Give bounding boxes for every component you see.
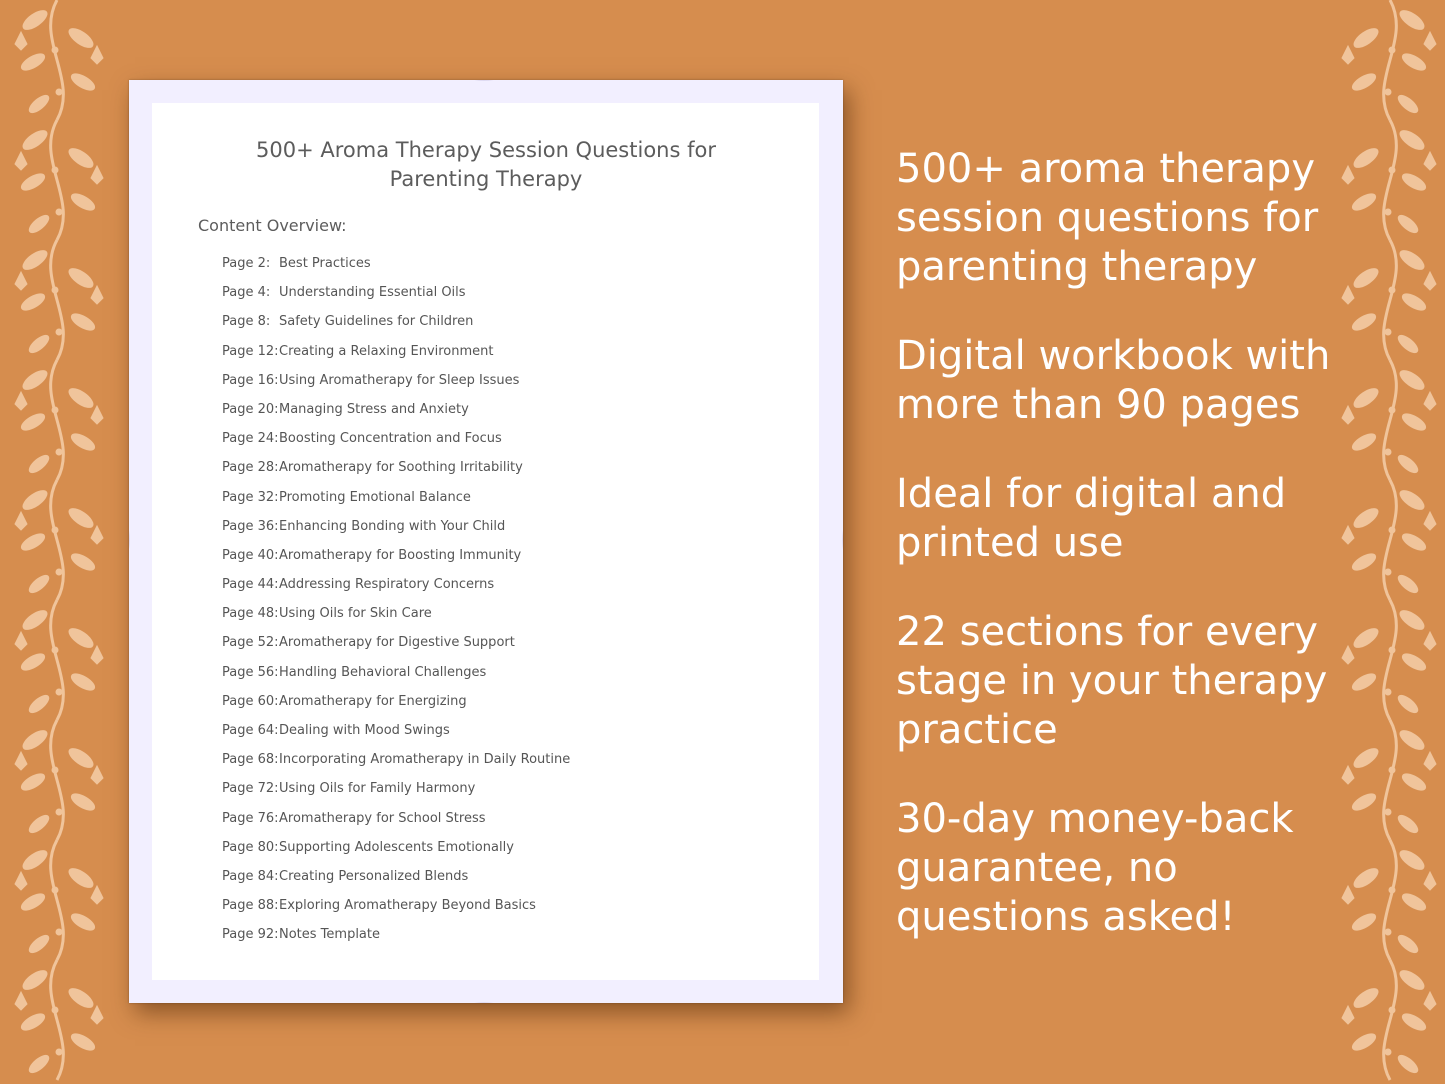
toc-page-number: Page 64: [222, 723, 279, 738]
toc-entry [222, 518, 570, 547]
toc-page-number: Page 92: [222, 927, 279, 943]
toc-page-number: Page 56: [222, 664, 279, 680]
toc-page-number: Page 76: [222, 810, 279, 826]
toc-section-title: Aromatherapy for Digestive Support [279, 635, 515, 651]
toc-page-number: Page 12: [222, 343, 279, 359]
feature-item: Ideal for digital and printed use [896, 471, 1287, 566]
toc-entry [222, 751, 570, 780]
floral-vine-left-icon [0, 0, 120, 1084]
toc-section-title: Using Oils for Skin Care [279, 606, 432, 622]
document-title: 500+ Aroma Therapy Session Questions for Parenting Therapy [256, 138, 716, 191]
toc-page-number: Page 20: [222, 401, 279, 417]
toc-page-number: Page 24: [222, 431, 279, 447]
toc-entry [222, 839, 570, 868]
toc-section-title: Enhancing Bonding with Your Child [279, 518, 506, 534]
toc-entry [222, 605, 570, 634]
toc-section-title: Boosting Concentration and Focus [279, 431, 502, 447]
toc-section-title: Promoting Emotional Balance [279, 489, 471, 505]
toc-entry [222, 780, 570, 809]
toc-section-title: Dealing with Mood Swings [279, 723, 450, 738]
toc-entry [222, 722, 570, 751]
toc-entry [222, 489, 570, 518]
toc-section-title: Supporting Adolescents Emotionally [279, 839, 514, 855]
toc-section-title: Best Practices [279, 256, 371, 271]
mandala-right-icon [819, 450, 843, 630]
feature-item: 22 sections for every stage in your therapy practice [896, 609, 1328, 753]
content-overview-heading: Content Overview: [198, 216, 347, 235]
toc-section-title: Using Oils for Family Harmony [279, 781, 476, 797]
toc-page-number: Page 80: [222, 839, 279, 855]
toc-section-title: Aromatherapy for Soothing Irritability [279, 460, 523, 476]
toc-page-number: Page 84: [222, 868, 279, 884]
toc-page-number: Page 36: [222, 518, 279, 534]
toc-entry [222, 372, 570, 401]
feature-item: 500+ aroma therapy session questions for parenting therapy [896, 146, 1319, 290]
toc-page-number: Page 48: [222, 606, 279, 622]
toc-entry [222, 343, 570, 372]
toc-entry [222, 401, 570, 430]
toc-section-title: Exploring Aromatherapy Beyond Basics [279, 898, 536, 914]
floral-vine-right-icon [1328, 0, 1445, 1084]
feature-list [896, 145, 1336, 982]
toc-section-title: Understanding Essential Oils [279, 285, 466, 301]
toc-entry [222, 693, 570, 722]
toc-section-title: Creating a Relaxing Environment [279, 343, 494, 359]
toc-section-title: Safety Guidelines for Children [279, 314, 474, 330]
toc-page-number: Page 2: [222, 256, 271, 271]
toc-section-title: Creating Personalized Blends [279, 868, 469, 884]
toc-section-title: Aromatherapy for School Stress [279, 810, 486, 826]
mandala-top-icon [379, 80, 589, 104]
toc-section-title: Aromatherapy for Energizing [279, 693, 467, 709]
feature-item: Digital workbook with more than 90 pages [896, 333, 1331, 428]
toc-entry [222, 547, 570, 576]
toc-entry [222, 284, 570, 313]
toc-page-number: Page 52: [222, 635, 279, 651]
toc-entry [222, 664, 570, 693]
toc-entry [222, 926, 570, 955]
toc-page-number: Page 44: [222, 577, 279, 593]
toc-page-number: Page 88: [222, 898, 279, 914]
toc-entry [222, 255, 570, 284]
toc-page-number: Page 68: [222, 752, 279, 768]
toc-entry [222, 634, 570, 663]
toc-entry [222, 576, 570, 605]
table-of-contents [222, 255, 570, 956]
toc-page-number: Page 40: [222, 547, 279, 563]
toc-entry [222, 868, 570, 897]
toc-page-number: Page 8: [222, 314, 271, 330]
toc-section-title: Notes Template [279, 927, 380, 943]
toc-page-number: Page 16: [222, 372, 279, 388]
feature-item: 30-day money-back guarantee, no questions asked! [896, 796, 1294, 940]
toc-section-title: Handling Behavioral Challenges [279, 664, 487, 680]
toc-entry [222, 897, 570, 926]
toc-entry [222, 430, 570, 459]
toc-page-number: Page 60: [222, 693, 279, 709]
toc-entry [222, 810, 570, 839]
toc-page-number: Page 32: [222, 489, 279, 505]
toc-section-title: Managing Stress and Anxiety [279, 401, 469, 417]
mandala-bottom-icon [379, 979, 589, 1003]
toc-page-number: Page 4: [222, 285, 271, 301]
toc-section-title: Aromatherapy for Boosting Immunity [279, 547, 522, 563]
toc-entry [222, 313, 570, 342]
toc-page-number: Page 72: [222, 781, 279, 797]
toc-section-title: Using Aromatherapy for Sleep Issues [279, 372, 520, 388]
toc-section-title: Incorporating Aromatherapy in Daily Routine [279, 752, 571, 768]
toc-page-number: Page 28: [222, 460, 279, 476]
mandala-left-icon [129, 450, 153, 630]
toc-section-title: Addressing Respiratory Concerns [279, 577, 495, 593]
toc-entry [222, 459, 570, 488]
